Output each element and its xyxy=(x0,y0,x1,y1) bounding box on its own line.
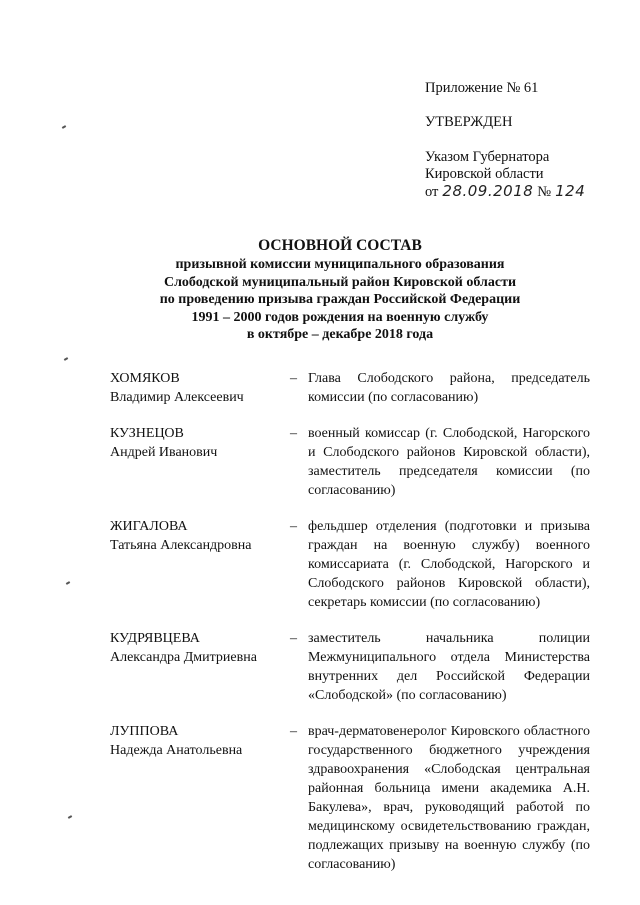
member-surname: ХОМЯКОВ xyxy=(110,371,180,386)
document-title-block xyxy=(90,236,590,344)
date-prefix: от xyxy=(425,184,439,200)
title-line-5: в октябре – декабре 2018 года xyxy=(246,327,434,342)
member-first-names: Александра Дмитриевна xyxy=(110,650,257,665)
member-name xyxy=(110,722,290,874)
approved-by-line-2: Кировской области xyxy=(425,166,544,182)
annex-number: Приложение № 61 xyxy=(425,80,539,96)
member-name xyxy=(110,424,290,500)
member-name xyxy=(110,369,290,407)
member-surname: ЖИГАЛОВА xyxy=(110,519,188,534)
member-entry xyxy=(110,629,610,705)
handwritten-date: 28.09.2018 xyxy=(442,182,534,200)
member-surname: ЛУППОВА xyxy=(110,724,179,739)
member-dash: – xyxy=(290,371,297,386)
handwritten-number: 124 xyxy=(555,182,586,200)
member-role: Глава Слободского района, председатель комиссии (по согласованию) xyxy=(308,371,590,405)
approved-label: УТВЕРЖДЕН xyxy=(425,114,513,130)
member-name xyxy=(110,517,290,612)
member-entry xyxy=(110,369,610,407)
member-first-names: Андрей Иванович xyxy=(110,445,218,460)
member-first-names: Татьяна Александровна xyxy=(110,538,252,553)
member-first-names: Надежда Анатольевна xyxy=(110,743,243,758)
commission-members-list xyxy=(110,369,610,874)
scan-speck xyxy=(68,815,72,819)
title-line-4: 1991 – 2000 годов рождения на военную службу xyxy=(191,309,489,325)
approved-by-line-1: Указом Губернатора xyxy=(425,149,550,165)
member-surname: КУЗНЕЦОВ xyxy=(110,426,184,441)
member-role: военный комиссар (г. Слободской, Нагорского и Слободского районов Кировской области), заместитель председателя комиссии (по согласованию) xyxy=(308,426,590,498)
member-entry xyxy=(110,424,610,500)
member-role: заместитель начальника полиции Межмуниципального отдела Министерства внутренних дел Российской Федерации «Слободской» (по согласованию) xyxy=(308,631,590,703)
member-surname: КУДРЯВЦЕВА xyxy=(110,631,200,646)
member-entry xyxy=(110,517,610,612)
member-first-names: Владимир Алексеевич xyxy=(110,390,244,405)
title-line-3: по проведению призыва граждан Российской Федерации xyxy=(159,292,521,307)
title-line-2: Слободской муниципальный район Кировской области xyxy=(163,274,517,290)
number-prefix: № xyxy=(537,184,552,200)
scan-speck xyxy=(66,581,70,585)
member-dash: – xyxy=(290,519,297,534)
member-role: фельдшер отделения (подготовки и призыва граждан на военную службу) военного комиссариата (г. Слободской, Нагорского и Слободского районов Кировской области), секретарь комиссии (по согласованию) xyxy=(308,519,590,610)
title-line-1: призывной комиссии муниципального образования xyxy=(175,257,505,272)
member-entry xyxy=(110,722,610,874)
document-title: ОСНОВНОЙ СОСТАВ xyxy=(258,237,422,254)
member-dash: – xyxy=(290,631,297,646)
member-dash: – xyxy=(290,724,297,739)
scan-speck xyxy=(64,357,68,361)
member-dash: – xyxy=(290,426,297,441)
scan-speck xyxy=(62,125,66,129)
member-role: врач-дерматовенеролог Кировского областного государственного бюджетного учреждения здравоохранения «Слободская центральная районная больница имени академика А.Н. Бакулева», врач, руководящий работой по медицинскому освидетельствованию граждан, подлежащих призыву на военную службу (по согласованию) xyxy=(308,724,590,872)
approval-block xyxy=(425,80,625,201)
member-name xyxy=(110,629,290,705)
decree-date-line xyxy=(425,183,625,201)
